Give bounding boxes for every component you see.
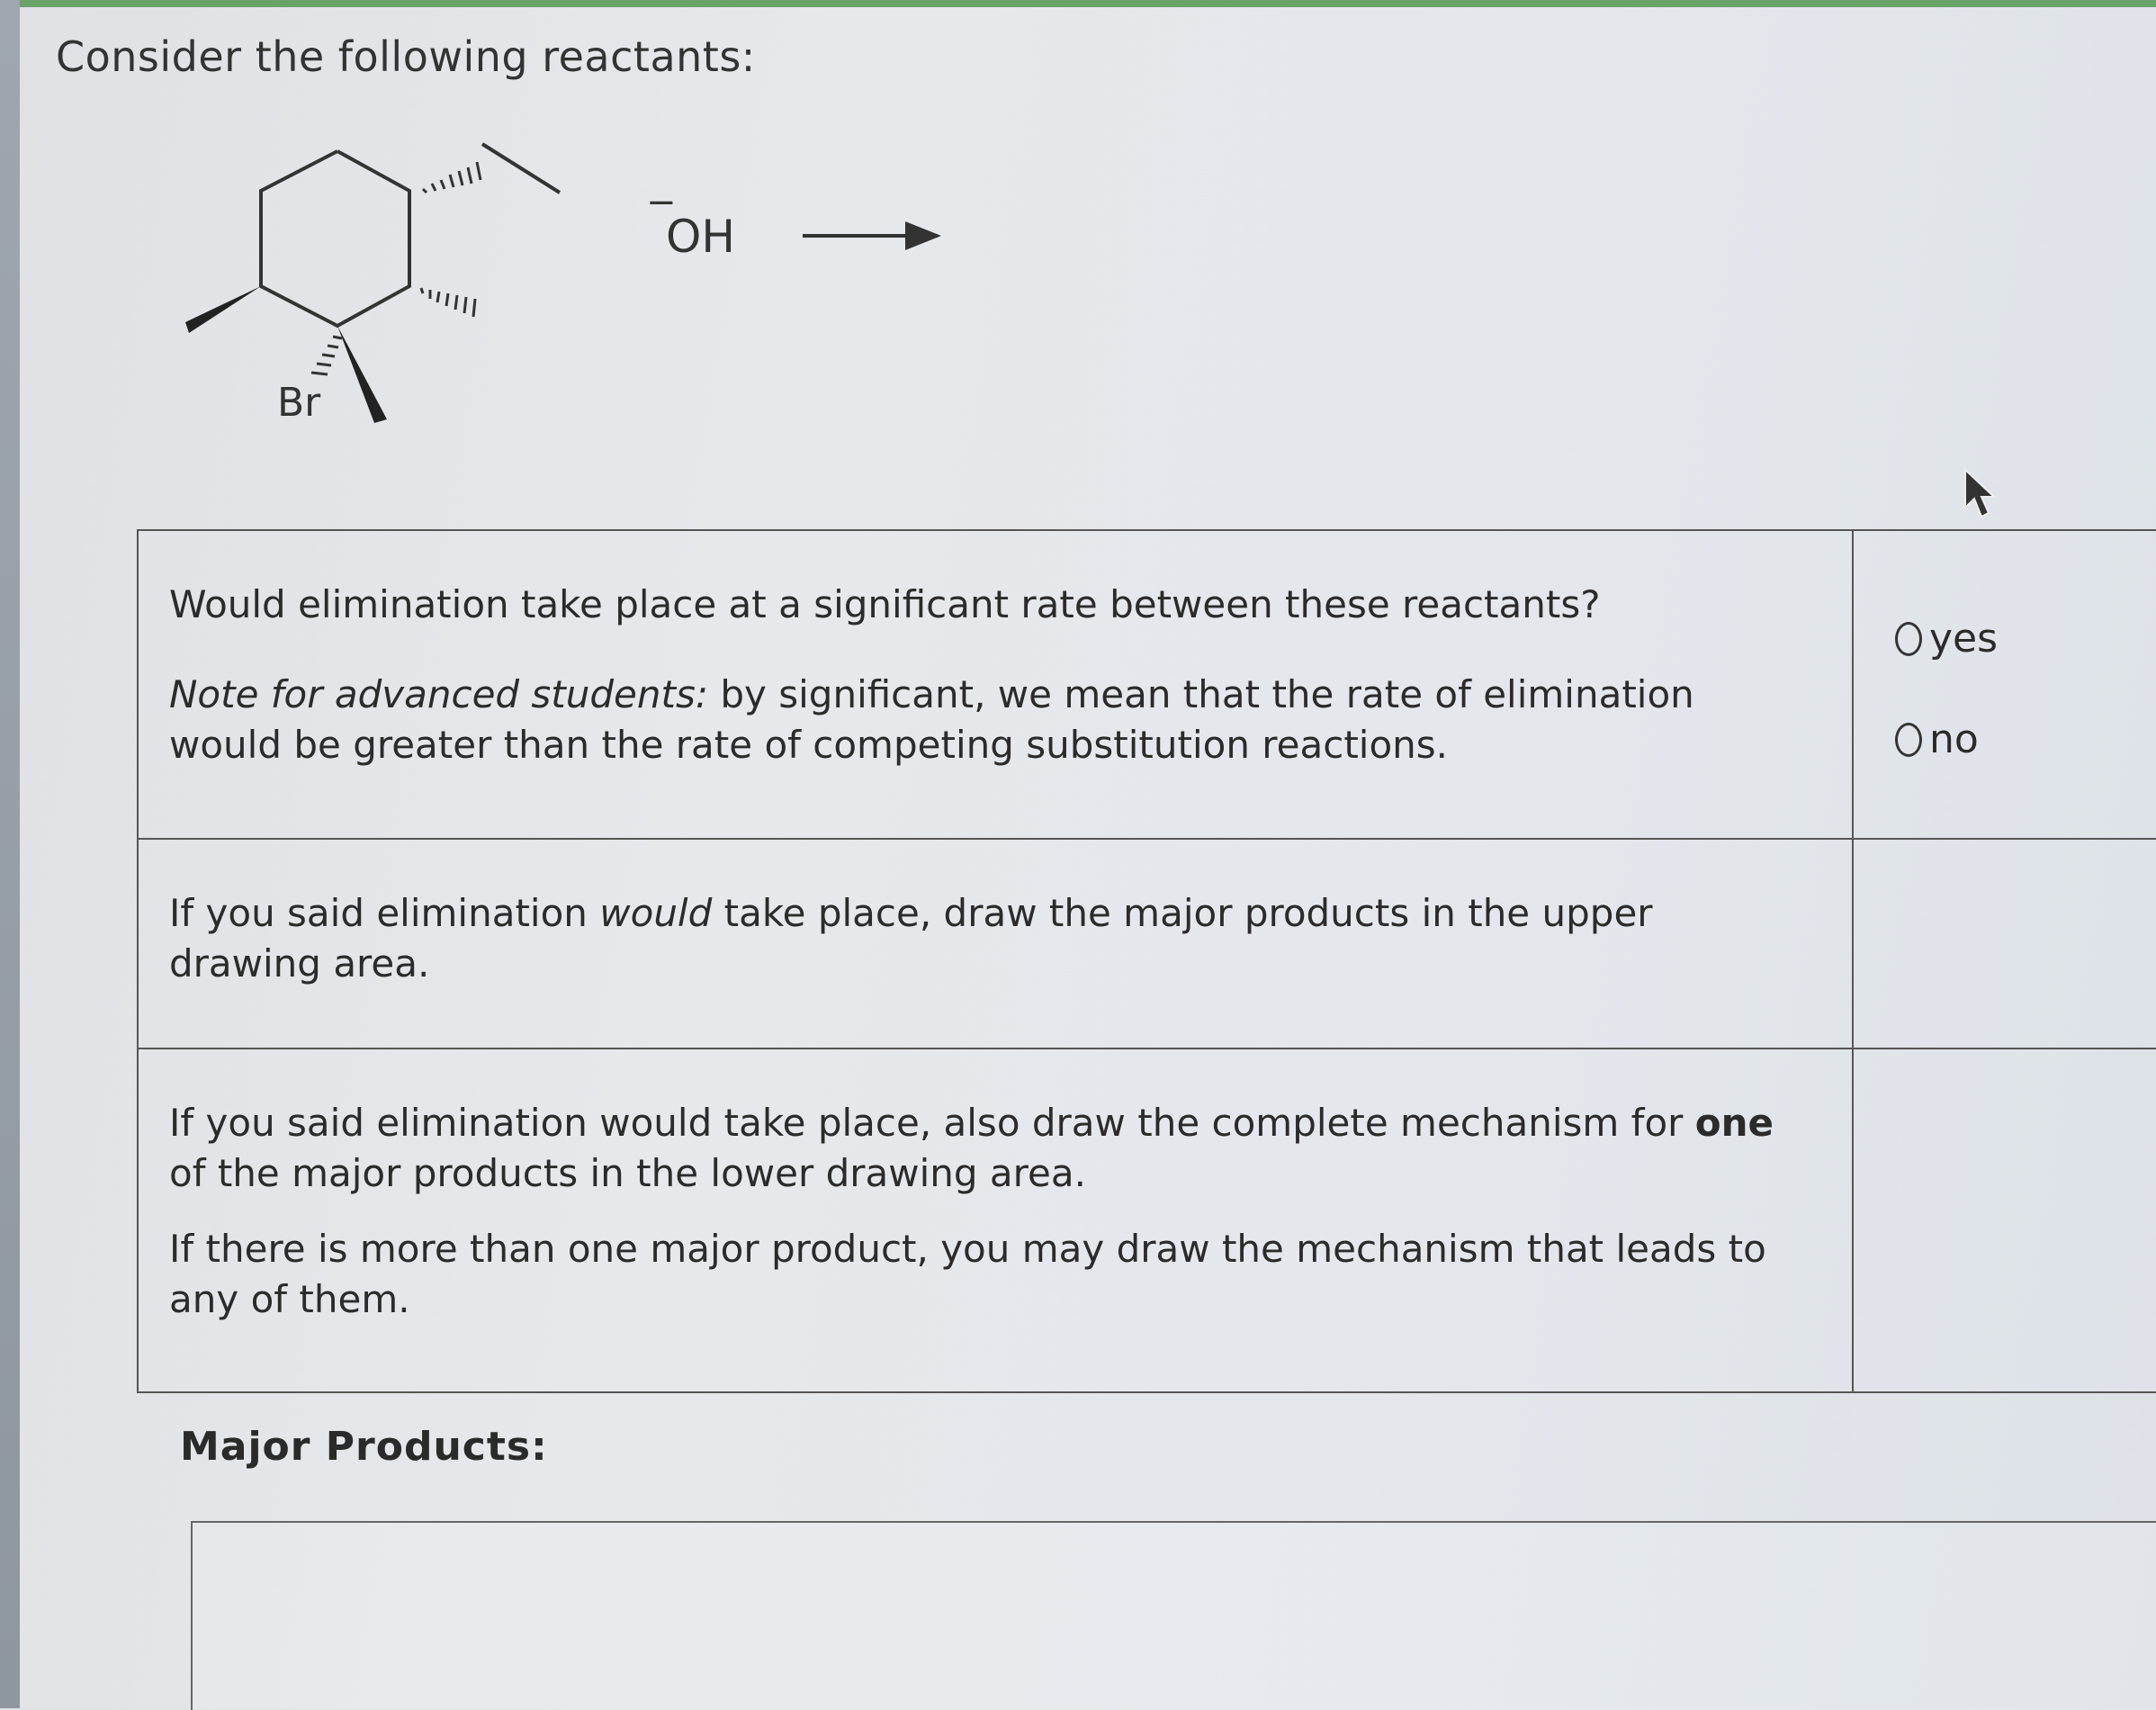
question-table (137, 529, 2156, 1393)
empty-cell (1853, 839, 2156, 1048)
instruction-row-products (138, 839, 2156, 1048)
mouse-cursor-icon (1962, 468, 1998, 522)
instruction-part: If you said elimination would take place, also draw the complete mechanism for (169, 1101, 1695, 1146)
hydroxide-label: OH (666, 211, 735, 263)
instruction-cell (138, 839, 1853, 1048)
mechanism-instruction (169, 1049, 1816, 1199)
no-radio-button[interactable] (1895, 723, 1922, 757)
note-text: by significant, we mean that the rate of elimination would be greater than the rate of competing substitution reactions. (169, 672, 1694, 767)
instruction-row-mechanism (138, 1048, 2156, 1392)
question-row-elimination (138, 530, 2156, 839)
advanced-note (169, 670, 1816, 770)
mechanism-note: If there is more than one major product, you may draw the mechanism that leads to any of them. (169, 1227, 1766, 1322)
instruction-part: take place, draw the major products in the upper drawing area. (169, 891, 1653, 986)
hashed-bond-bromine (311, 337, 342, 374)
wedge-bond-methyl-lower (337, 326, 387, 423)
empty-cell (1853, 1048, 2156, 1392)
bromine-label: Br (277, 380, 321, 426)
yes-radio-button[interactable] (1895, 622, 1922, 656)
answer-cell (1853, 530, 2156, 839)
hashed-bond-ethyl (423, 144, 560, 193)
instruction-part: of the major products in the lower drawing area. (169, 1151, 1086, 1196)
major-products-label: Major Products: (180, 1424, 548, 1470)
no-radio-option[interactable] (1895, 715, 2156, 765)
left-window-edge (0, 0, 20, 1708)
question-cell (138, 530, 1853, 839)
cyclohexane-ring (261, 151, 409, 326)
question-text: Would elimination take place at a significant rate between these reactants? (169, 582, 1601, 626)
wedge-bond-methyl (185, 286, 261, 333)
products-instruction (169, 840, 1816, 989)
instruction-emphasis: would (599, 891, 713, 936)
no-label: no (1929, 716, 1979, 762)
yes-radio-option[interactable] (1895, 614, 2156, 664)
hashed-bond-methyl (421, 288, 475, 317)
instruction-part: If you said elimination (169, 891, 600, 936)
major-products-drawing-area[interactable] (191, 1521, 2156, 1710)
reaction-scheme (162, 117, 1062, 459)
instruction-emphasis: one (1694, 1101, 1774, 1146)
page-heading: Consider the following reactants: (56, 32, 756, 81)
hydroxide-charge: − (646, 182, 677, 223)
instruction-cell (138, 1048, 1853, 1392)
note-label: Note for advanced students: (169, 672, 709, 716)
yes-label: yes (1929, 616, 1999, 662)
top-accent-strip (0, 0, 2156, 7)
